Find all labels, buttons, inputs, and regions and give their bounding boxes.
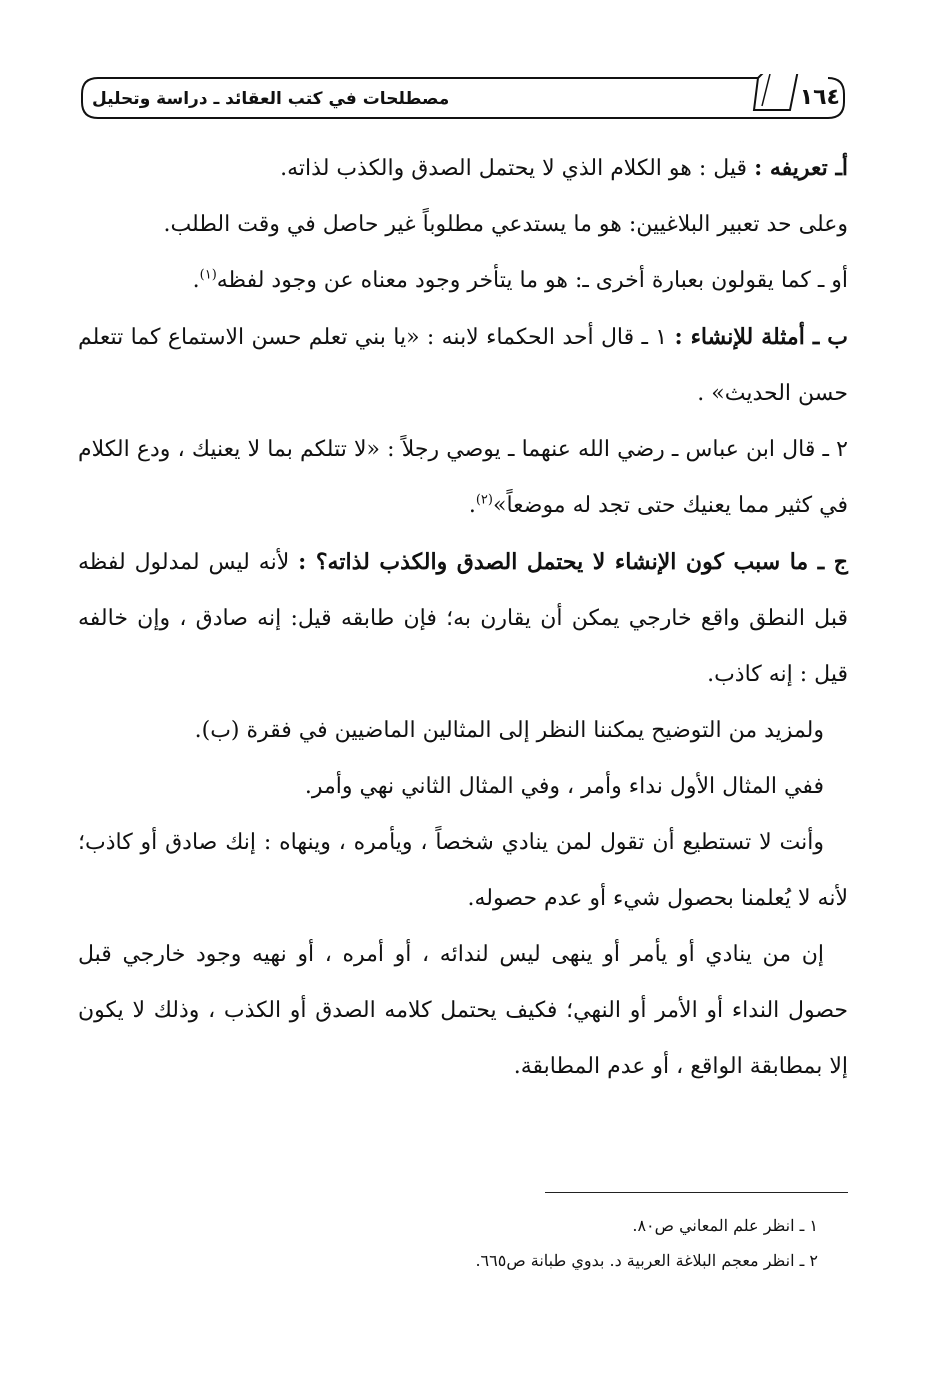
heading-examples: ب ـ أمثلة للإنشاء :	[674, 324, 848, 350]
footnote-2: ٢ ـ انظر معجم البلاغة العربية د. بدوي طبانة ص٦٦٥.	[475, 1251, 818, 1270]
paragraph-example-2	[78, 422, 848, 534]
paragraph-text: إن من ينادي أو يأمر أو ينهى ليس لندائه ، أو أمره ، أو نهيه وجود خارجي قبل حصول النداء أو الأمر أو النهي؛ فكيف يحتمل كلامه الصدق أو الكذب ، وذلك لا يكون إلا بمطابقة الواقع ، أو عدم المطابقة.	[78, 942, 848, 1079]
paragraph-text: ٢ ـ قال ابن عباس ـ رضي الله عنهما ـ يوصي رجلاً : «لا تتلكم بما لا يعنيك ، ودع الكلام في كثير مما يعنيك حتى تجد له موضعاً»	[78, 437, 848, 518]
paragraph-text: وعلى حد تعبير البلاغيين: هو ما يستدعي مطلوباً غير حاصل في وقت الطلب.	[163, 212, 848, 237]
body-text	[78, 140, 848, 1095]
heading-definition: أـ تعريفه :	[754, 155, 848, 181]
page-number: ١٦٤	[799, 85, 840, 110]
paragraph-end: .	[192, 268, 200, 293]
footnote-ref-1[interactable]: (١)	[199, 267, 217, 283]
paragraph-text: ولمزيد من التوضيح يمكننا النظر إلى المثالين الماضيين في فقرة (ب).	[194, 718, 824, 743]
paragraph-reason	[78, 534, 848, 703]
paragraph-text: ١ ـ قال أحد الحكماء لابنه : «يا بني تعلم حسن الاستماع كما تتعلم حسن الحديث» .	[78, 325, 848, 406]
paragraph-first-example	[78, 759, 848, 815]
paragraph-clarification	[78, 703, 848, 759]
footnote-divider	[545, 1192, 848, 1193]
paragraph-conclusion	[78, 927, 848, 1095]
paragraph-text: قيل : هو الكلام الذي لا يحتمل الصدق والكذب لذاته.	[280, 156, 755, 181]
paragraph-text: أو ـ كما يقولون بعبارة أخرى ـ: هو ما يتأخر وجود معناه عن وجود لفظه	[216, 268, 848, 293]
paragraph-text: لأنه ليس لمدلول لفظه قبل النطق واقع خارجي يمكن أن يقارن به؛ فإن طابقه قيل: إنه صادق ، وإن خالفه قيل : إنه كاذب.	[78, 550, 848, 687]
page-header	[78, 74, 848, 122]
paragraph-other-phrasing	[78, 253, 848, 309]
footnote-ref-2[interactable]: (٢)	[475, 492, 493, 508]
heading-reason: ج ـ ما سبب كون الإنشاء لا يحتمل الصدق والكذب لذاته؟ :	[298, 549, 849, 575]
paragraph-examples	[78, 309, 848, 422]
paragraph-text: ففي المثال الأول نداء وأمر ، وفي المثال الثاني نهي وأمر.	[304, 774, 824, 799]
paragraph-rhetoricians	[78, 197, 848, 253]
footnote-1: ١ ـ انظر علم المعاني ص٨٠.	[632, 1216, 818, 1235]
paragraph-cannot-say	[78, 815, 848, 927]
paragraph-definition	[78, 140, 848, 197]
paragraph-end: .	[468, 493, 476, 518]
footnotes	[78, 1208, 848, 1278]
running-title: مصطلحات في كتب العقائد ـ دراسة وتحليل	[92, 89, 450, 109]
paragraph-text: وأنت لا تستطيع أن تقول لمن ينادي شخصاً ، ويأمره ، وينهاه : إنك صادق أو كاذب؛ لأنه لا يُعلمنا بحصول شيء أو عدم حصوله.	[78, 830, 848, 911]
